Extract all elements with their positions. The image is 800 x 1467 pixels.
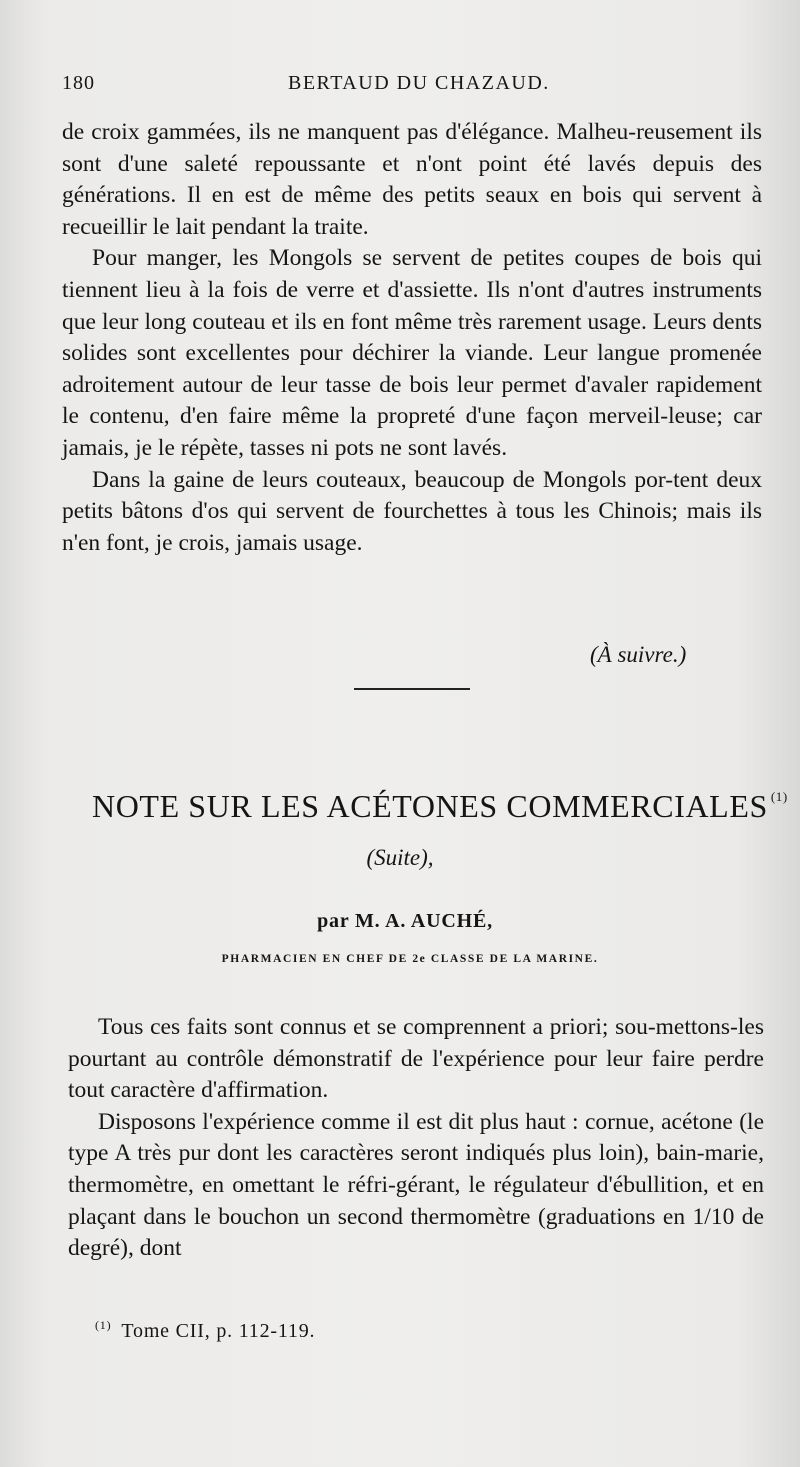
author-affiliation: PHARMACIEN EN CHEF DE 2e CLASSE DE LA MARINE. bbox=[221, 953, 599, 965]
footnote-mark: (1) bbox=[95, 1318, 112, 1332]
previous-article-text bbox=[62, 117, 762, 559]
article-title bbox=[92, 788, 788, 825]
page-number: 180 bbox=[62, 72, 95, 94]
paragraph: Tous ces faits sont connus et se comprennent a priori; sou-mettons-les pourtant au contrôle démonstratif de l'expérience pour leur faire perdre tout caractère d'affirmation. bbox=[68, 1014, 764, 1104]
paragraph: Dans la gaine de leurs couteaux, beaucoup de Mongols por-tent deux petits bâtons d'os qui servent de fourchettes à tous les Chinois; mais ils n'en font, je crois, jamais usage. bbox=[62, 466, 762, 556]
page-header bbox=[62, 72, 752, 102]
paragraph: de croix gammées, ils ne manquent pas d'élégance. Malheu-reusement ils sont d'une saleté repoussante et n'ont point été lavés depuis des générations. Il en est de même des petits seaux en bois qui servent à recueillir le lait pendant la traite. bbox=[62, 119, 762, 240]
article-author: par M. A. AUCHÉ, bbox=[317, 910, 493, 932]
article-subtitle: (Suite), bbox=[366, 845, 434, 870]
footnote-reference: (1) bbox=[770, 789, 788, 804]
footnote-text: Tome CII, p. 112-119. bbox=[121, 1320, 316, 1342]
section-divider bbox=[354, 688, 470, 690]
to-be-continued-note: (À suivre.) bbox=[590, 642, 687, 667]
article-title-text: NOTE SUR LES ACÉTONES COMMERCIALES bbox=[92, 788, 768, 824]
paragraph: Disposons l'expérience comme il est dit plus haut : cornue, acétone (le type A très pur dont les caractères seront indiqués plus loin), bain-marie, thermomètre, en omettant le réfri-gérant, le régulateur d'ébullition, et en plaçant dans le bouchon un second thermomètre (graduations en 1/10 de degré), dont bbox=[68, 1108, 764, 1262]
paragraph: Pour manger, les Mongols se servent de petites coupes de bois qui tiennent lieu à la fois de verre et d'assiette. Ils n'ont d'autres instruments que leur long couteau et ils en font même très rarement usage. Leurs dents solides sont excellentes pour déchirer la viande. Leur langue promenée adroitement autour de leur tasse de bois leur permet d'avaler rapidement le contenu, d'en faire même la propreté d'une façon merveil-leuse; car jamais, je le répète, tasses ni pots ne sont lavés. bbox=[62, 245, 762, 461]
footnote bbox=[95, 1318, 315, 1343]
article-text bbox=[68, 1012, 764, 1265]
running-title: BERTAUD DU CHAZAUD. bbox=[288, 72, 550, 94]
